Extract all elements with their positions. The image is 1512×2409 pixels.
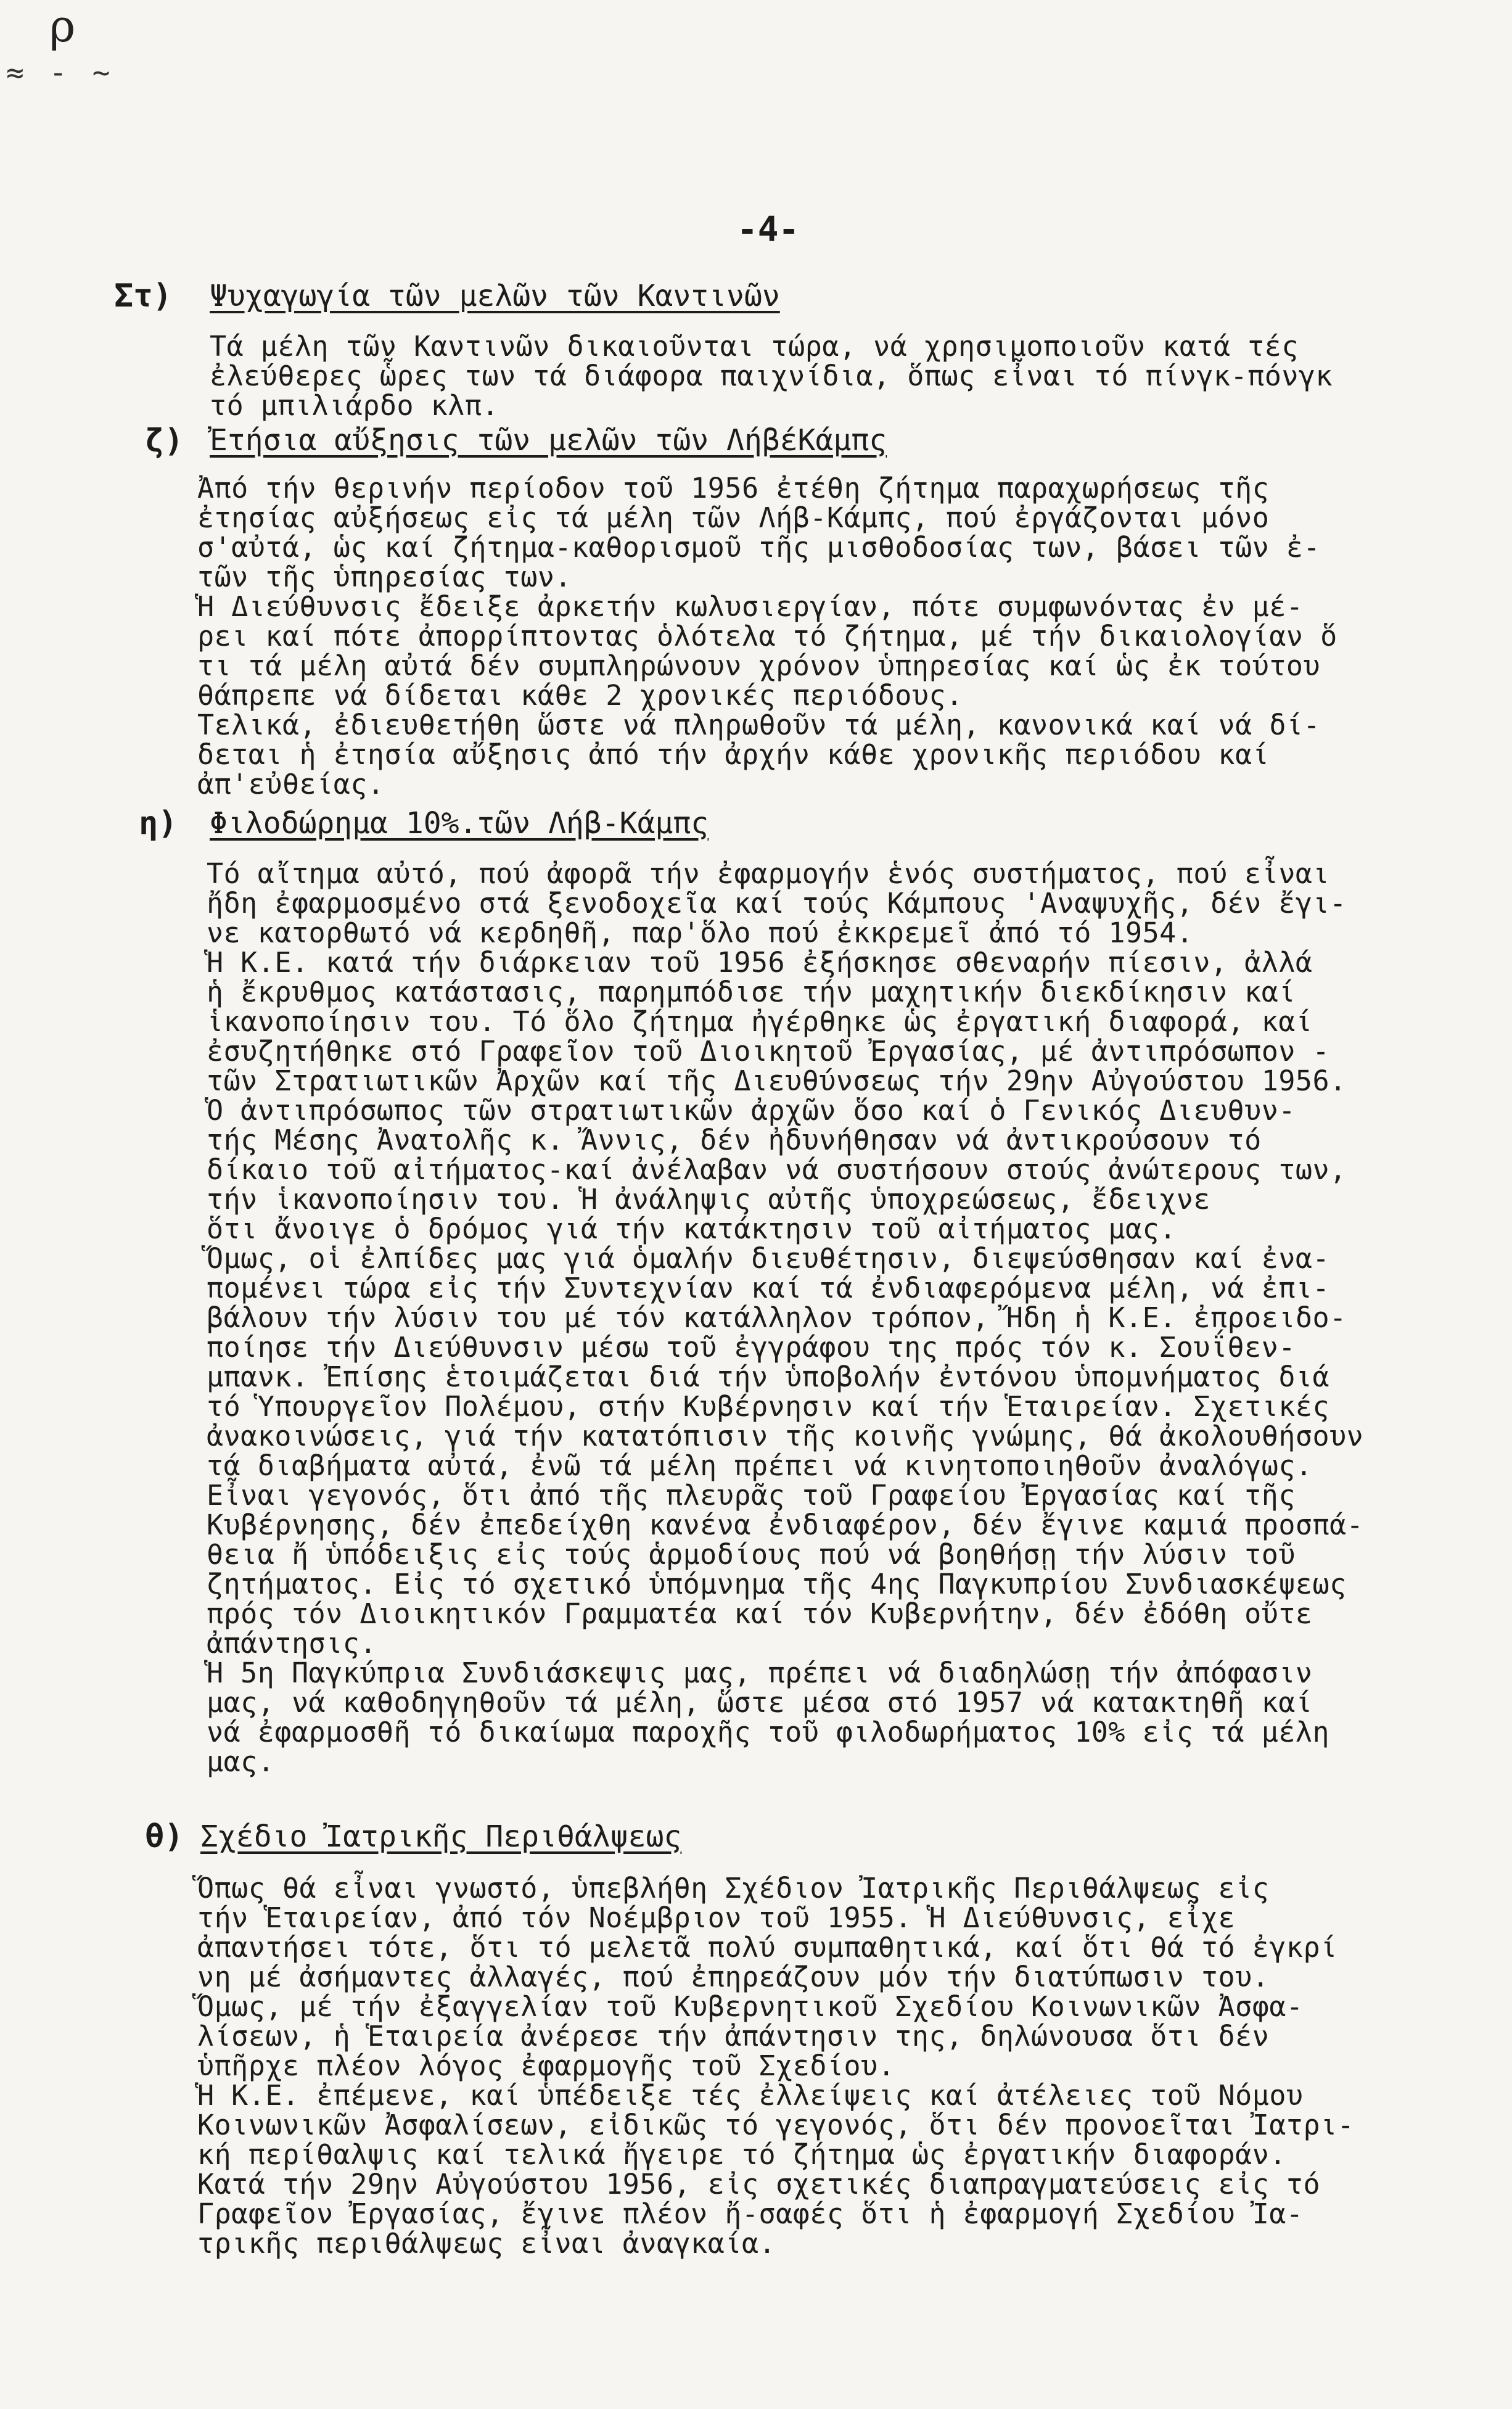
text-line: Τά μέλη τῶν Καντινῶν δικαιοῦνται τώρα, νά χρησιμοποιοῦν κατά τές	[210, 330, 1299, 363]
text-line: Ἀπό τήν θερινήν περίοδον τοῦ 1956 ἐτέθη ζήτημα παραχωρήσεως τῆς	[197, 472, 1270, 504]
text-line: ἐλεύθερες ὧρες των τά διάφορα παιχνίδια, ὅπως εἶναι τό πίνγκ-πόνγκ	[210, 360, 1333, 392]
text-line: τά διαβήματα αὐτά, ἐνῶ τά μέλη πρέπει νά κινητοποιηθοῦν ἀναλόγως.	[207, 1449, 1313, 1482]
text-line: ἀπαντήσει τότε, ὅτι τό μελετᾶ πολύ συμπαθητικά, καί ὅτι θά τό ἐγκρί	[197, 1931, 1337, 1964]
section-heading: Ψυχαγωγία τῶν μελῶν τῶν Καντινῶν	[210, 279, 780, 313]
text-line: ἐτησίας αὐξήσεως εἰς τά μέλη τῶν Λήβ-Κάμπς, πού ἐργάζονται μόνο	[197, 501, 1270, 534]
text-line: ἱκανοποίησιν του. Τό ὅλο ζήτημα ἠγέρθηκε ὡς ἐργατική διαφορά, καί	[207, 1005, 1313, 1038]
text-line: ὅτι ἄνοιγε ὁ δρόμος γιά τήν κατάκτησιν τοῦ αἰτήματος μας.	[207, 1213, 1177, 1245]
text-line: ποίησε τήν Διεύθυνσιν μέσω τοῦ ἐγγράφου της πρός τόν κ. Σουΐθεν-	[207, 1331, 1296, 1364]
text-line: δεται ἡ ἐτησία αὔξησις ἀπό τήν ἀρχήν κάθε χρονικῆς περιόδου καί	[197, 738, 1270, 771]
text-line: κή περίθαλψις καί τελικά ἤγειρε τό ζήτημα ὡς ἐργατικήν διαφοράν.	[197, 2138, 1286, 2171]
text-line: ἡ ἔκρυθμος κατάστασις, παρημπόδισε τήν μαχητικήν διεκδίκησιν καί	[207, 976, 1296, 1008]
text-line: θεια ἤ ὑπόδειξις εἰς τούς ἁρμοδίους πού νά βοηθήσῃ τήν λύσιν τοῦ	[207, 1538, 1296, 1571]
text-line: λίσεων, ἡ Ἑταιρεία ἀνέρεσε τήν ἀπάντησιν της, δηλώνουσα ὅτι δέν	[197, 2020, 1270, 2053]
text-line: πρός τόν Διοικητικόν Γραμματέα καί τόν Κυβερνήτην, δέν ἐδόθη οὔτε	[207, 1597, 1313, 1630]
text-line: τής Μέσης Ἀνατολῆς κ. Ἄννις, δέν ἠδυνήθησαν νά ἀντικρούσουν τό	[207, 1124, 1262, 1156]
section-heading: Σχέδιο Ἰατρικῆς Περιθάλψεως	[200, 1819, 682, 1854]
text-line: Ἡ Κ.Ε. ἐπέμενε, καί ὑπέδειξε τές ἐλλείψεις καί ἀτέλειες τοῦ Νόμου	[197, 2079, 1304, 2112]
text-line: ἤδη ἐφαρμοσμένο στά ξενοδοχεῖα καί τούς Κάμπους 'Αναψυχῆς, δέν ἔγι-	[207, 887, 1347, 920]
top-left-dash-mark: ≈ - ~	[6, 56, 114, 90]
text-line: Τό αἴτημα αὐτό, πού ἀφορᾶ τήν ἐφαρμογήν ἑνός συστήματος, πού εἶναι	[207, 857, 1330, 890]
text-line: τι τά μέλη αὐτά δέν συμπληρώνουν χρόνον ὑπηρεσίας καί ὡς ἐκ τούτου	[197, 649, 1321, 682]
section-label: Στ)	[114, 278, 172, 315]
text-line: Ὁ ἀντιπρόσωπος τῶν στρατιωτικῶν ἀρχῶν ὅσο καί ὁ Γενικός Διευθυν-	[207, 1094, 1296, 1127]
text-line: Εἶναι γεγονός, ὅτι ἀπό τῆς πλευρᾶς τοῦ Γραφείου Ἐργασίας καί τῆς	[207, 1479, 1296, 1512]
text-line: νά ἐφαρμοσθῆ τό δικαίωμα παροχῆς τοῦ φιλοδωρήματος 10% εἰς τά μέλη	[207, 1716, 1330, 1748]
text-line: Ἡ 5η Παγκύπρια Συνδιάσκεψις μας, πρέπει νά διαδηλώσῃ τήν ἀπόφασιν	[207, 1657, 1313, 1689]
text-line: τήν ἱκανοποίησιν του. Ἡ ἀνάληψις αὐτῆς ὑποχρεώσεως, ἔδειχνε	[207, 1183, 1210, 1216]
section-heading: Ἐτήσια αὔξησις τῶν μελῶν τῶν ΛήβέΚάμπς	[210, 423, 887, 458]
text-line: ζητήματος. Εἰς τό σχετικό ὑπόμνημα τῆς 4ης Παγκυπρίου Συνδιασκέψεως	[207, 1568, 1347, 1600]
text-line: μας.	[207, 1745, 275, 1778]
text-line: τῶν Στρατιωτικῶν Ἀρχῶν καί τῆς Διευθύνσεως τήν 29ην Αὐγούστου 1956.	[207, 1064, 1347, 1097]
text-line: Ἡ Διεύθυνσις ἔδειξε ἀρκετήν κωλυσιεργίαν, πότε συμφωνόντας ἐν μέ-	[197, 590, 1304, 623]
text-line: Ὅπως θά εἶναι γνωστό, ὑπεβλήθη Σχέδιον Ἰατρικῆς Περιθάλψεως εἰς	[197, 1872, 1270, 1905]
text-line: σ'αὐτά, ὡς καί ζήτημα-καθορισμοῦ τῆς μισθοδοσίας των, βάσει τῶν ἐ-	[197, 531, 1321, 564]
text-line: μπανκ. Ἐπίσης ἑτοιμάζεται διά τήν ὑποβολήν ἐντόνου ὑπομνήματος διά	[207, 1361, 1330, 1393]
text-line: τήν Ἑταιρείαν, ἀπό τόν Νοέμβριον τοῦ 1955. Ἡ Διεύθυνσις, εἶχε	[197, 1901, 1236, 1934]
text-line: ἀνακοινώσεις, γιά τήν κατατόπισιν τῆς κοινῆς γνώμης, θά ἀκολουθήσουν	[207, 1420, 1364, 1452]
text-line: Ὅμως, μέ τήν ἐξαγγελίαν τοῦ Κυβερνητικοῦ Σχεδίου Κοινωνικῶν Ἀσφα-	[197, 1990, 1304, 2023]
text-line: Γραφεῖον Ἐργασίας, ἔγινε πλέον ἤ-σαφές ὅτι ἡ ἐφαρμογή Σχεδίου Ἰα-	[197, 2197, 1304, 2230]
text-line: νη μέ ἀσήμαντες ἀλλαγές, πού ἐπηρεάζουν μόν τήν διατύπωσιν του.	[197, 1961, 1270, 1993]
text-line: ἐσυζητήθηκε στό Γραφεῖον τοῦ Διοικητοῦ Ἐργασίας, μέ ἀντιπρόσωπον -	[207, 1035, 1330, 1068]
section-heading: Φιλοδώρημα 10%.τῶν Λήβ-Κάμπς	[210, 806, 709, 841]
text-line: μας, νά καθοδηγηθοῦν τά μέλη, ὥστε μέσα στό 1957 νά κατακτηθῆ καί	[207, 1686, 1313, 1719]
text-line: βάλουν τήν λύσιν του μέ τόν κατάλληλον τρόπον, Ἤδη ἡ Κ.Ε. ἐπροειδο-	[207, 1301, 1347, 1334]
text-line: νε κατορθωτό νά κερδηθῆ, παρ'ὅλο πού ἐκκρεμεῖ ἀπό τό 1954.	[207, 916, 1194, 949]
text-line: τό Ὑπουργεῖον Πολέμου, στήν Κυβέρνησιν καί τήν Ἑταιρείαν. Σχετικές	[207, 1390, 1330, 1423]
text-line: πομένει τώρα εἰς τήν Συντεχνίαν καί τά ἐνδιαφερόμενα μέλη, νά ἐπι-	[207, 1272, 1330, 1304]
section-label: θ)	[145, 1818, 184, 1855]
text-line: Ἡ Κ.Ε. κατά τήν διάρκειαν τοῦ 1956 ἐξήσκησε σθεναρήν πίεσιν, ἀλλά	[207, 946, 1313, 979]
text-line: τῶν τῆς ὑπηρεσίας των.	[197, 561, 572, 593]
text-line: ἀπάντησις.	[207, 1627, 377, 1660]
text-line: Κυβέρνησης, δέν ἐπεδείχθη κανένα ἐνδιαφέρον, δέν ἔγινε καμιά προσπά-	[207, 1509, 1364, 1541]
text-line: Κοινωνικῶν Ἀσφαλίσεων, εἰδικῶς τό γεγονός, ὅτι δέν προνοεῖται Ἰατρι-	[197, 2109, 1355, 2141]
text-line: δίκαιο τοῦ αἰτήματος-καί ἀνέλαβαν νά συστήσουν στούς ἀνώτερους των,	[207, 1153, 1347, 1186]
section-label: η)	[139, 805, 178, 842]
text-line: θάπρεπε νά δίδεται κάθε 2 χρονικές περιόδους.	[197, 679, 963, 712]
text-line: Κατά τήν 29ην Αὐγούστου 1956, εἰς σχετικές διαπραγματεύσεις εἰς τό	[197, 2168, 1321, 2201]
text-line: ὑπῆρχε πλέον λόγος ἐφαρμογῆς τοῦ Σχεδίου.	[197, 2049, 895, 2082]
text-line: Ὅμως, οἱ ἐλπίδες μας γιά ὁμαλήν διευθέτησιν, διεψεύσθησαν καί ἐνα-	[207, 1242, 1330, 1275]
page-number: -4-	[737, 210, 800, 250]
text-line: ἀπ'εὐθείας.	[197, 768, 385, 801]
text-line: τό μπιλιάρδο κλπ.	[210, 389, 499, 422]
text-line: ρει καί πότε ἀπορρίπτοντας ὁλότελα τό ζήτημα, μέ τήν δικαιολογίαν ὅ	[197, 620, 1337, 653]
text-line: Τελικά, ἐδιευθετήθη ὥστε νά πληρωθοῦν τά μέλη, κανονικά καί νά δί-	[197, 709, 1321, 741]
section-label: ζ)	[145, 422, 184, 459]
text-line: τρικῆς περιθάλψεως εἶναι ἀναγκαία.	[197, 2227, 776, 2260]
top-left-handwritten-mark: ρ	[49, 0, 76, 52]
